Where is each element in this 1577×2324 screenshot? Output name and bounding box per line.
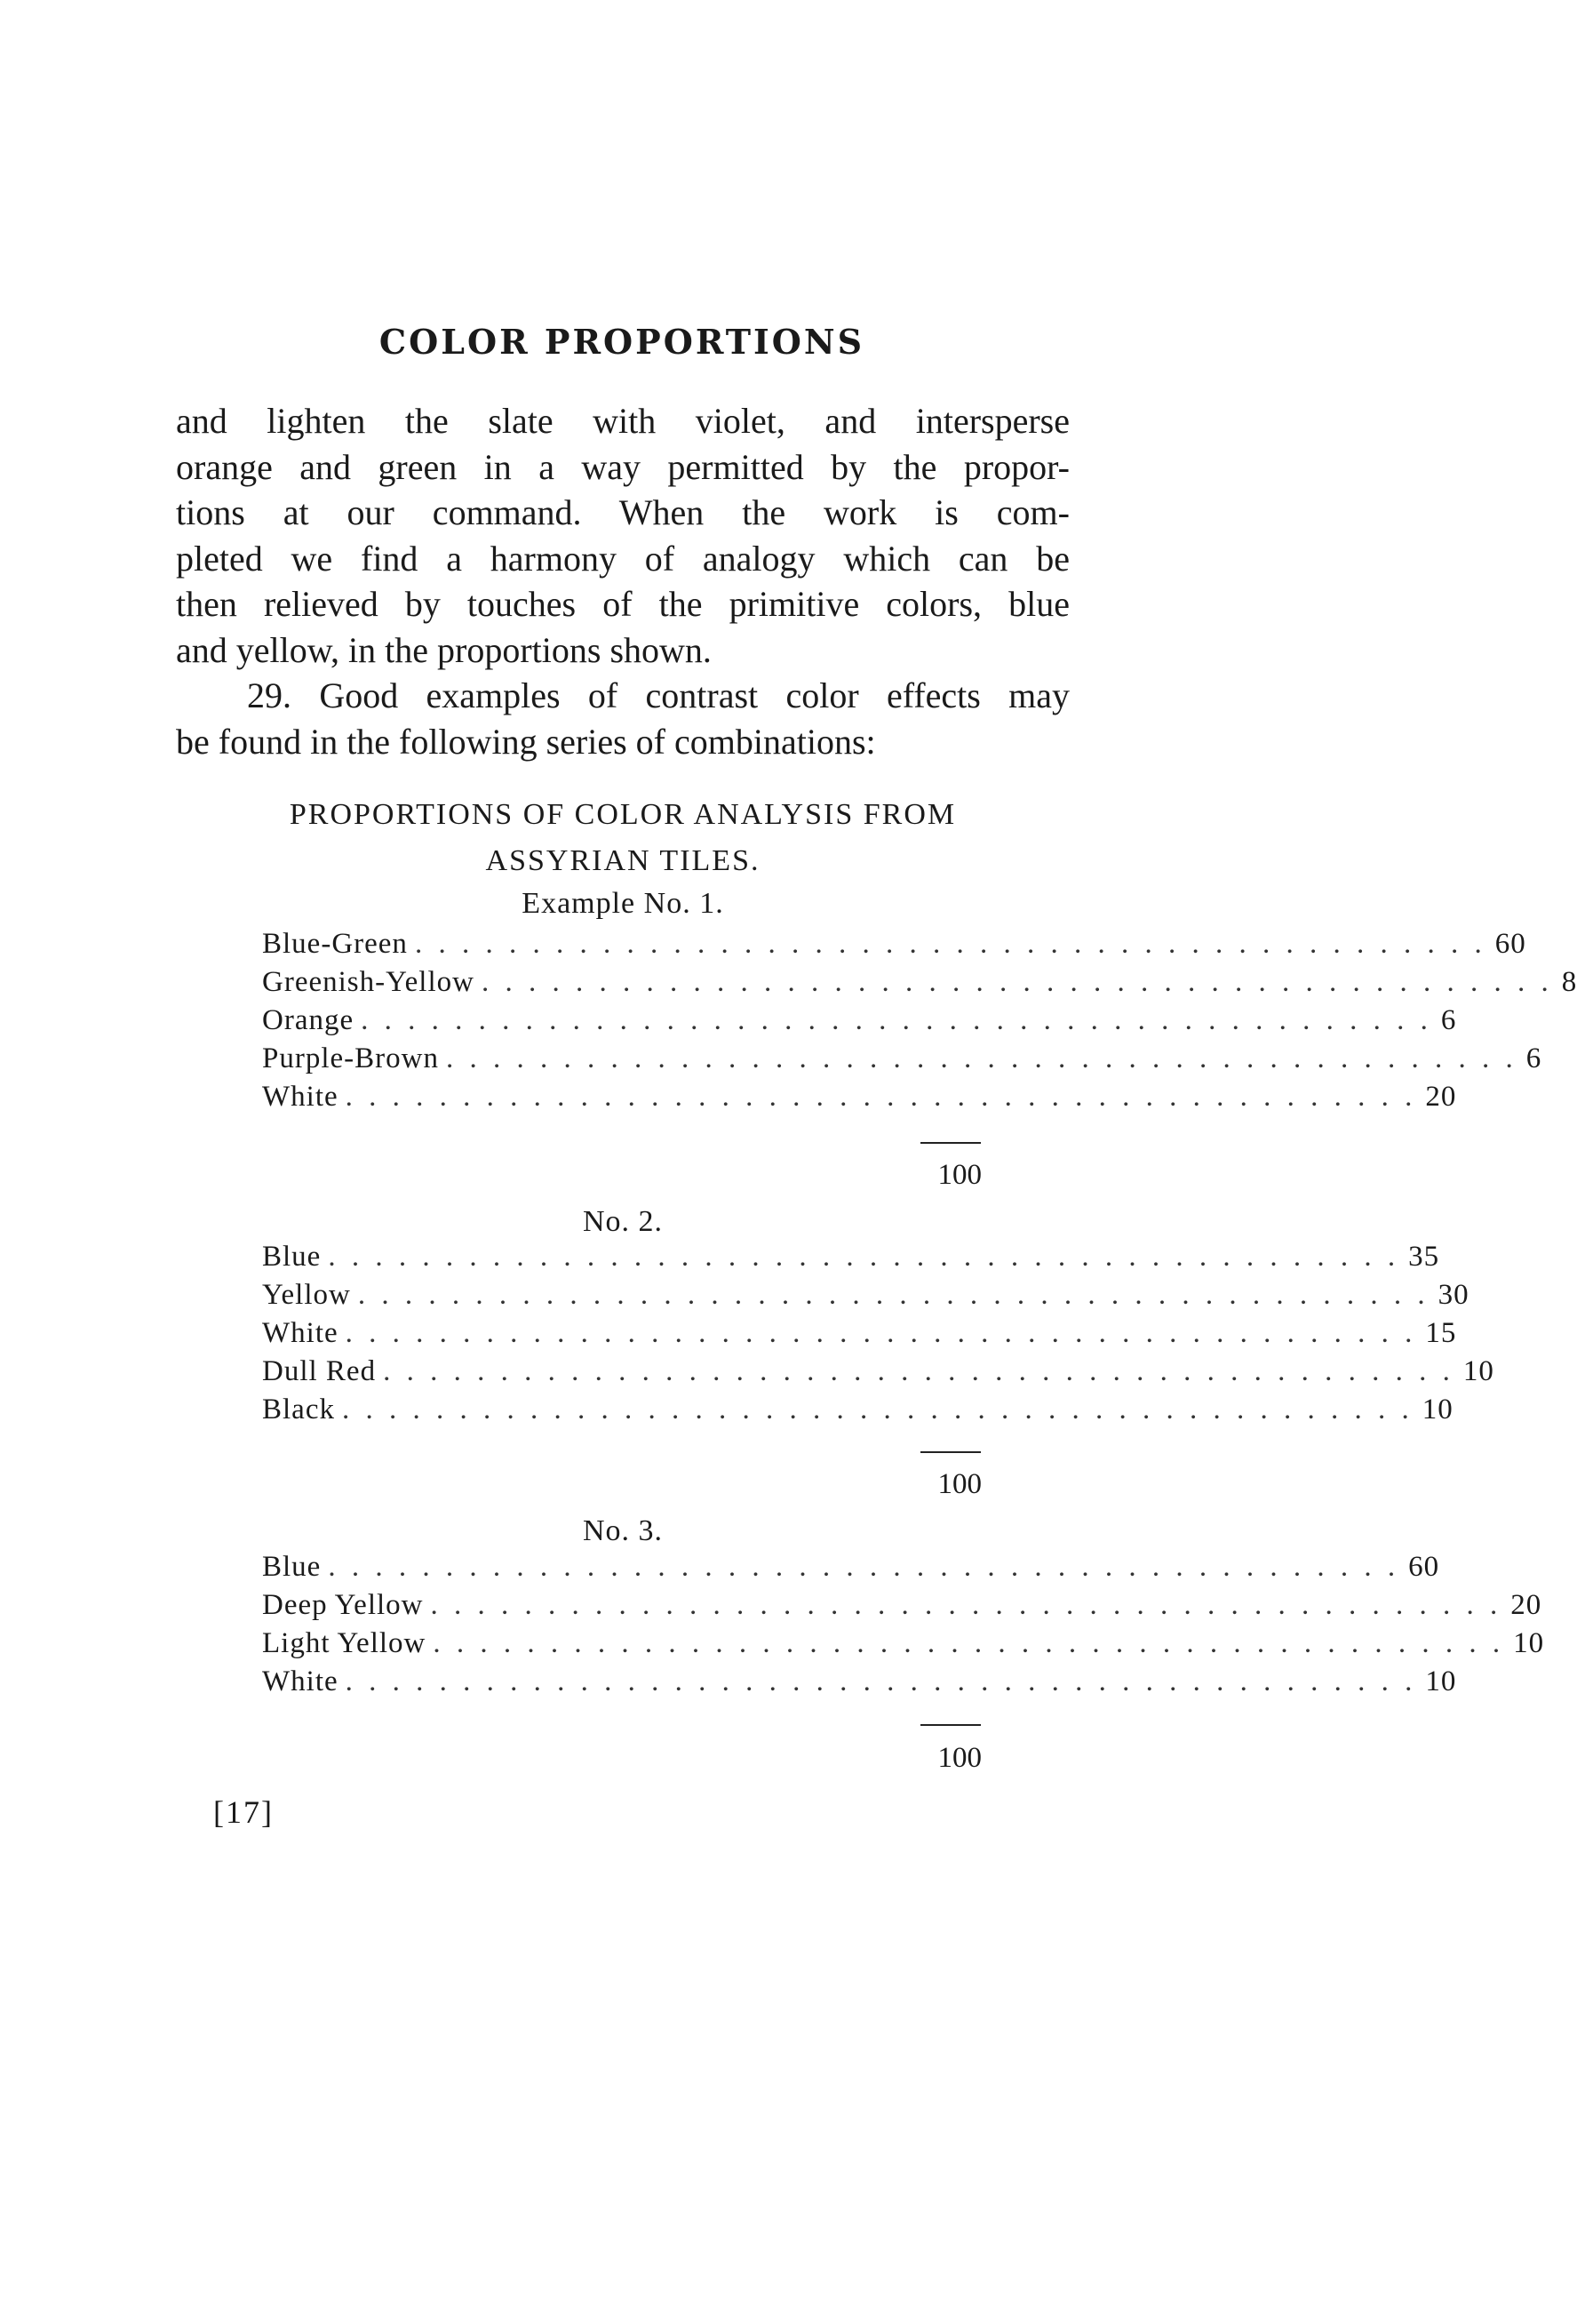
dot-leader: . . . . . . . . . . . . . . . . . . . . . . . . . . . . . . . . . . . . . . . . . . . . . . bbox=[341, 1394, 1414, 1426]
paragraph-line: and yellow, in the proportions shown. bbox=[176, 629, 712, 670]
color-name: Deep Yellow bbox=[262, 1589, 424, 1621]
proportion-value: 20 bbox=[1510, 1589, 1542, 1621]
table-row bbox=[262, 1279, 1469, 1317]
table-row bbox=[262, 1081, 1457, 1119]
table-row bbox=[262, 1317, 1457, 1355]
total-value: 100 bbox=[937, 1742, 982, 1774]
dot-leader: . . . . . . . . . . . . . . . . . . . . . . . . . . . . . . . . . . . . . . . . . . . . . . bbox=[433, 1627, 1505, 1659]
paragraph-line: pleted we find a harmony of analogy which can be bbox=[176, 538, 1070, 579]
table-row bbox=[262, 966, 1577, 1004]
color-name: Orange bbox=[262, 1004, 354, 1036]
color-name: Light Yellow bbox=[262, 1627, 426, 1659]
proportion-value: 10 bbox=[1462, 1355, 1494, 1387]
color-name: Blue bbox=[262, 1241, 322, 1273]
proportion-value: 15 bbox=[1425, 1317, 1457, 1349]
example-table bbox=[262, 928, 1577, 1119]
paragraph-line: tions at our command. When the work is com- bbox=[176, 492, 1070, 532]
table-row bbox=[262, 1042, 1542, 1081]
color-name: Blue-Green bbox=[262, 928, 408, 960]
proportion-value: 10 bbox=[1422, 1394, 1454, 1426]
color-name: Blue bbox=[262, 1551, 322, 1583]
table-row bbox=[262, 1394, 1454, 1432]
example-label: Example No. 1. bbox=[522, 887, 724, 920]
body-text bbox=[176, 398, 1070, 764]
proportion-value: 35 bbox=[1408, 1241, 1440, 1273]
example-label: No. 3. bbox=[582, 1514, 664, 1547]
example-label: No. 2. bbox=[582, 1205, 664, 1238]
table-title: PROPORTIONS OF COLOR ANALYSIS FROM bbox=[289, 798, 957, 831]
dot-leader: . . . . . . . . . . . . . . . . . . . . . . . . . . . . . . . . . . . . . . . . . . . . . . bbox=[383, 1355, 1454, 1387]
proportion-value: 60 bbox=[1494, 928, 1526, 960]
dot-leader: . . . . . . . . . . . . . . . . . . . . . . . . . . . . . . . . . . . . . . . . . . . . . . bbox=[345, 1317, 1417, 1349]
color-name: White bbox=[262, 1665, 338, 1697]
sum-rule bbox=[920, 1142, 981, 1144]
example-table bbox=[262, 1551, 1545, 1704]
dot-leader: . . . . . . . . . . . . . . . . . . . . . . . . . . . . . . . . . . . . . . . . . . . . . . bbox=[357, 1279, 1430, 1311]
color-name: Black bbox=[262, 1394, 335, 1426]
proportion-value: 6 bbox=[1440, 1004, 1457, 1036]
total-value: 100 bbox=[937, 1468, 982, 1500]
color-name: White bbox=[262, 1317, 338, 1349]
table-row bbox=[262, 928, 1526, 966]
example-table bbox=[262, 1241, 1494, 1432]
dot-leader: . . . . . . . . . . . . . . . . . . . . . . . . . . . . . . . . . . . . . . . . . . . . . . bbox=[445, 1042, 1517, 1074]
color-name: Dull Red bbox=[262, 1355, 377, 1387]
dot-leader: . . . . . . . . . . . . . . . . . . . . . . . . . . . . . . . . . . . . . . . . . . . . . . bbox=[328, 1551, 1400, 1583]
page-number: [17] bbox=[213, 1794, 274, 1830]
color-name: Yellow bbox=[262, 1279, 351, 1311]
proportion-value: 6 bbox=[1525, 1042, 1542, 1074]
table-row bbox=[262, 1241, 1440, 1279]
table-row bbox=[262, 1665, 1457, 1704]
proportion-value: 10 bbox=[1425, 1665, 1457, 1697]
paragraph-line: then relieved by touches of the primitive colors, blue bbox=[176, 584, 1070, 624]
proportion-value: 60 bbox=[1408, 1551, 1440, 1583]
table-title: ASSYRIAN TILES. bbox=[485, 844, 761, 877]
color-name: Greenish-Yellow bbox=[262, 966, 474, 998]
sum-rule bbox=[920, 1724, 981, 1726]
paragraph-line: be found in the following series of combinations: bbox=[176, 721, 876, 762]
proportion-value: 20 bbox=[1425, 1081, 1457, 1113]
dot-leader: . . . . . . . . . . . . . . . . . . . . . . . . . . . . . . . . . . . . . . . . . . . . . . bbox=[414, 928, 1486, 960]
dot-leader: . . . . . . . . . . . . . . . . . . . . . . . . . . . . . . . . . . . . . . . . . . . . . . bbox=[430, 1589, 1502, 1621]
table-row bbox=[262, 1355, 1494, 1394]
sum-rule bbox=[920, 1451, 981, 1453]
proportion-value: 30 bbox=[1438, 1279, 1469, 1311]
paragraph-line: 29. Good examples of contrast color effects may bbox=[247, 675, 1070, 715]
proportion-value: 8 bbox=[1561, 966, 1577, 998]
dot-leader: . . . . . . . . . . . . . . . . . . . . . . . . . . . . . . . . . . . . . . . . . . . . . . bbox=[345, 1665, 1417, 1697]
table-row bbox=[262, 1589, 1542, 1627]
paragraph-line: orange and green in a way permitted by the propor- bbox=[176, 446, 1070, 487]
dot-leader: . . . . . . . . . . . . . . . . . . . . . . . . . . . . . . . . . . . . . . . . . . . . . . bbox=[345, 1081, 1417, 1113]
dot-leader: . . . . . . . . . . . . . . . . . . . . . . . . . . . . . . . . . . . . . . . . . . . . . . bbox=[328, 1241, 1400, 1273]
proportion-value: 10 bbox=[1513, 1627, 1545, 1659]
table-row bbox=[262, 1004, 1457, 1042]
color-name: White bbox=[262, 1081, 338, 1113]
dot-leader: . . . . . . . . . . . . . . . . . . . . . . . . . . . . . . . . . . . . . . . . . . . . . . bbox=[481, 966, 1553, 998]
table-row bbox=[262, 1551, 1440, 1589]
total-value: 100 bbox=[937, 1159, 982, 1191]
running-head: COLOR PROPORTIONS bbox=[378, 322, 865, 362]
color-name: Purple-Brown bbox=[262, 1042, 439, 1074]
dot-leader: . . . . . . . . . . . . . . . . . . . . . . . . . . . . . . . . . . . . . . . . . . . . . . bbox=[361, 1004, 1432, 1036]
table-row bbox=[262, 1627, 1545, 1665]
paragraph-line: and lighten the slate with violet, and intersperse bbox=[176, 401, 1070, 441]
